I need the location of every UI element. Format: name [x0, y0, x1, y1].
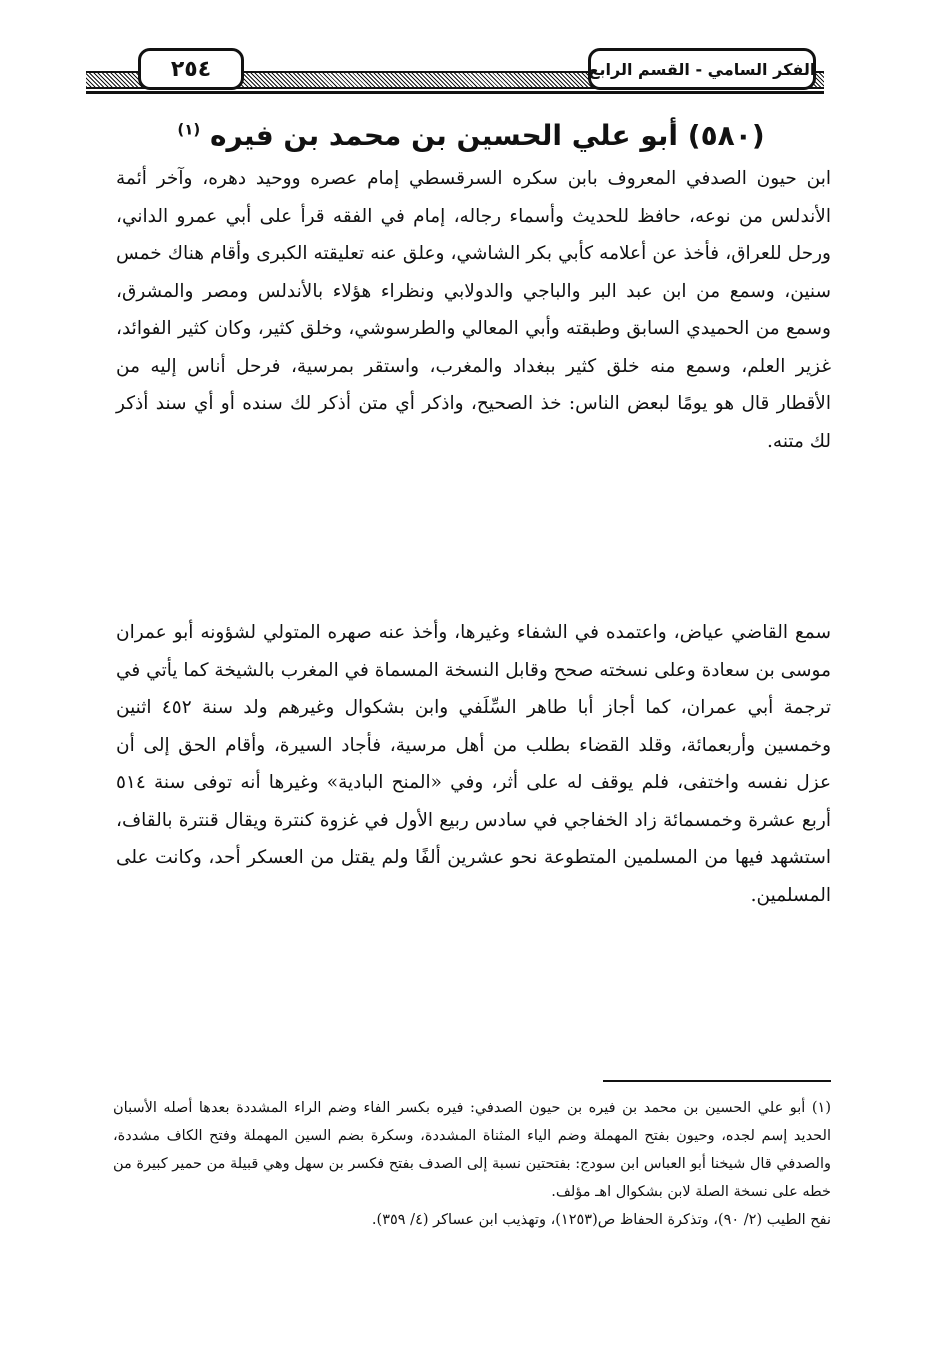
paragraph-text: ابن حيون الصدفي المعروف بابن سكره السرقسطي إمام عصره ووحيد دهره، وآخر أئمة الأندلس من نوعه، حافظ للحديث وأسماء رجاله، إمام في الفقه قرأ على أبي عمرو الداني، ورحل للعراق، فأخذ عن أعلامه كأبي بكر الشاشي، وعلق عنه تعليقته الكبرى وأقام هناك خمس سنين، وسمع من ابن عبد البر والباجي والدولابي ونظراء هؤلاء بالأندلس ومصر والمشرق، وسمع من الحميدي السابق وطبقته وأبي المعالي والطرسوشي، وخلق كثير، وكان كثير الفوائد، غزير العلم، وسمع منه خلق كثير ببغداد والمغرب، واستقر بمرسية، فرحل أناس إليه من الأقطار قال هو يومًا لبعض الناس: خذ الصحيح، واذكر أي متن أذكر لك سنده أو أي سند أذكر لك متنه. [116, 168, 831, 452]
entry-heading [111, 108, 831, 164]
header-rule [86, 91, 824, 94]
running-title: الفكر السامي - القسم الرابع [588, 48, 816, 90]
running-header [86, 40, 824, 98]
body-paragraph-2 [116, 614, 831, 914]
footnote-marker: (١) [177, 120, 201, 139]
paragraph-text: سمع القاضي عياض، واعتمده في الشفاء وغيرها، وأخذ عنه صهره المتولي لشؤونه أبو عمران موسى بن سعادة وعلى نسخته صحح وقابل النسخة المسماة في المغرب بالشيخة كما يأتي في ترجمة أبي عمران، كما أجاز أبا طاهر السِّلَفي وابن بشكوال وغيرهم ولد سنة ٤٥٢ اثنين وخمسين وأربعمائة، وقلد القضاء بطلب من أهل مرسية، فأجاد السيرة، وأقام الحق إلى أن عزل نفسه واختفى، فلم يوقف له على أثر، وفي «المنح البادية» وغيرها أنه توفى سنة ٥١٤ أربع عشرة وخمسمائة زاد الخفاجي في سادس ربيع الأول في غزوة كنترة ويقال قنترة بالقاف، استشهد فيها من المسلمين المتطوعة نحو عشرين ألفًا ولم يقتل من العسكر أحد، وكانت على المسلمين. [116, 622, 832, 906]
entry-heading-text: (٥٨٠) أبو علي الحسين بن محمد بن فيره [209, 119, 765, 152]
footnote-1: (١) أبو علي الحسين بن محمد بن فيره بن حيون الصدفي: فيره بكسر الفاء وضم الراء المشددة بعدها أصله الأسبان الحديد إسم لجده، وحيون بفتح المهملة وضم الياء المثناة المشددة، وسكرة بضم السين المهملة وفتح الكاف مشددة، والصدفي قال شيخنا أبو العباس ابن سودج: بفتحتين نسبة إلى الصدف بفتح فكسر بن سهل وهي قبيلة من حمير كبيرة من خطه على نسخة الصلة لابن بشكوال اهـ مؤلف. [113, 1100, 831, 1200]
body-paragraph-1 [116, 160, 831, 460]
footnote-sources: نفح الطيب (٢/ ٩٠)، وتذكرة الحفاظ ص(١٢٥٣)، وتهذيب ابن عساكر (٤/ ٣٥٩). [371, 1212, 831, 1228]
page-number: ٢٥٤ [138, 48, 244, 90]
footnote-separator [603, 1080, 831, 1082]
footnotes [113, 1094, 831, 1234]
